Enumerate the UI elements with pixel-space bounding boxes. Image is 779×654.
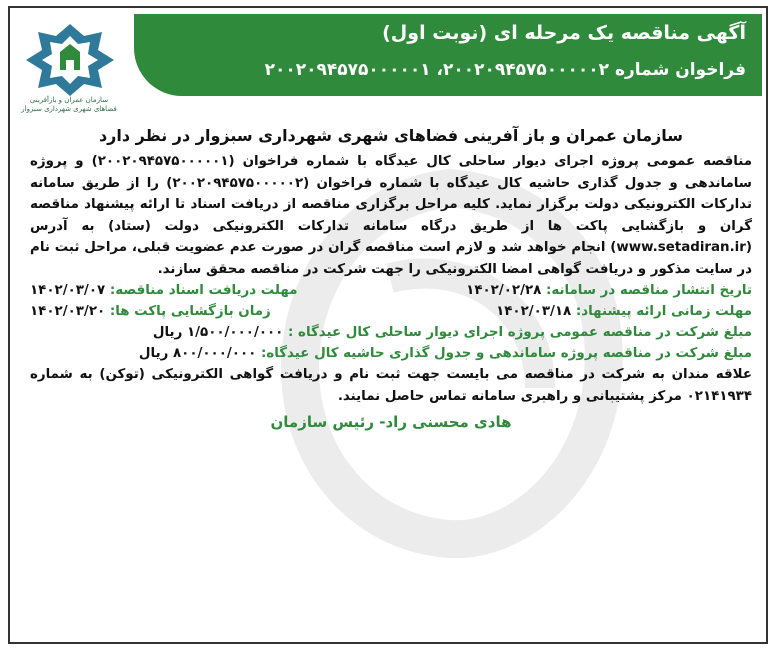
advert-title: آگهی مناقصه یک مرحله ای (نوبت اول) <box>382 22 746 44</box>
deposit-2-value: ۸۰۰/۰۰۰/۰۰۰ ریال <box>138 346 257 361</box>
organization-statement: سازمان عمران و باز آفرینی فضاهای شهری شهرداری سبزوار در نظر دارد <box>98 126 684 145</box>
call-numbers: فراخوان شماره ۲۰۰۲۰۹۴۵۷۵۰۰۰۰۰۲، ۲۰۰۲۰۹۴۵۷۵۰۰۰۰۰۱ <box>264 60 746 80</box>
organization-logo <box>18 18 122 108</box>
publish-date-label: تاریخ انتشار مناقصه در سامانه: <box>545 283 752 298</box>
docs-deadline <box>30 280 298 301</box>
dates-row-2 <box>30 301 752 322</box>
offer-deadline-label: مهلت زمانی ارائه پیشنهاد: <box>575 304 752 319</box>
advertisement-frame <box>8 6 768 644</box>
advert-body <box>30 126 752 431</box>
offer-deadline <box>496 301 752 322</box>
deposit-1 <box>30 322 752 343</box>
title-banner <box>134 14 762 96</box>
deposit-2-label: مبلغ شرکت در مناقصه پروژه ساماندهی و جدول گذاری حاشیه کال عیدگاه: <box>260 346 752 361</box>
deposit-1-label: مبلغ شرکت در مناقصه عمومی پروژه اجرای دیوار ساحلی کال عیدگاه : <box>288 325 752 340</box>
registration-note: علاقه مندان به شرکت در مناقصه می بایست جهت ثبت نام و دریافت گواهی الکترونیکی (توکن) به شماره ۰۲۱۴۱۹۳۴ مرکز پشتیبانی و راهبری سامانه تماس حاصل نمایند. <box>30 367 752 404</box>
signature: هادی محسنی راد- رئیس سازمان <box>270 413 512 431</box>
docs-deadline-label: مهلت دریافت اسناد مناقصه: <box>109 283 298 298</box>
header <box>10 8 766 113</box>
opening-date-value: ۱۴۰۲/۰۳/۲۰ <box>30 304 106 319</box>
publish-date <box>466 280 752 301</box>
logo-caption: سازمان عمران و بازآفرینی فضاهای شهری شهرداری سبزوار <box>21 96 117 113</box>
deposit-1-value: ۱/۵۰۰/۰۰۰/۰۰۰ ریال <box>152 325 284 340</box>
deposit-2 <box>30 343 752 364</box>
publish-date-value: ۱۴۰۲/۰۲/۲۸ <box>466 283 542 298</box>
dates-row-1 <box>30 280 752 301</box>
docs-deadline-value: ۱۴۰۲/۰۳/۰۷ <box>30 283 106 298</box>
offer-deadline-value: ۱۴۰۲/۰۳/۱۸ <box>496 304 572 319</box>
tender-description: مناقصه عمومی پروژه اجرای دیوار ساحلی کال عیدگاه با شماره فراخوان (۲۰۰۲۰۹۴۵۷۵۰۰۰۰۰۱) و پروژه ساماندهی و جدول گذاری حاشیه کال عیدگاه با شماره فراخوان (۲۰۰۲۰۹۴۵۷۵۰۰۰۰۰۲) را از طریق سامانه تدارکات الکترونیکی دولت برگزار نماید. کلیه مراحل برگزاری مناقصه از دریافت اسناد تا ارائه پیشنهاد مناقصه گران و بازگشایی پاکت ها از طریق درگاه سامانه تدارکات الکترونیکی دولت (ستاد) به آدرس (www.setadiran.ir) انجام خواهد شد و لازم است مناقصه گران در صورت عدم عضویت قبلی، مراحل ثبت نام در سایت مذکور و دریافت گواهی امضا الکترونیکی را جهت شرکت در مناقصه محقق سازند. <box>30 154 752 277</box>
opening-date <box>30 301 271 322</box>
opening-date-label: زمان بازگشایی پاکت ها: <box>109 304 271 319</box>
